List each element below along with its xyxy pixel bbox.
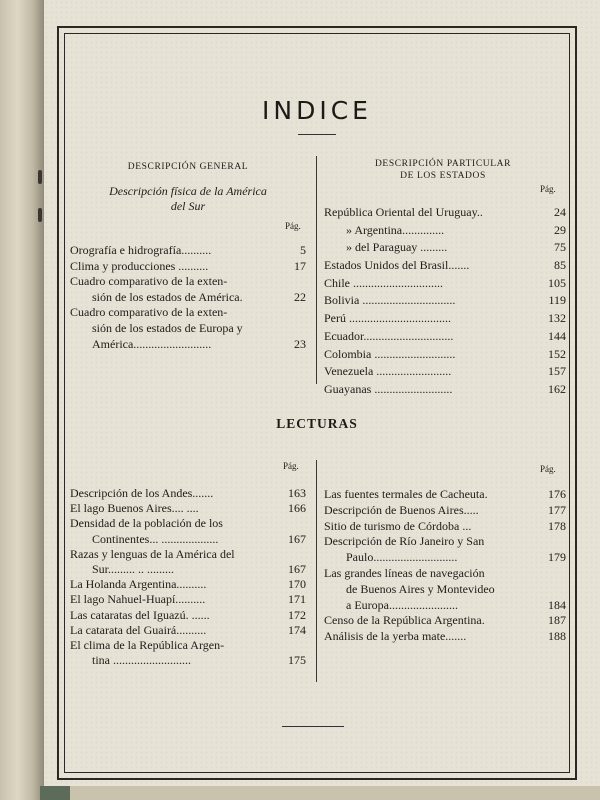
index-entry	[324, 275, 566, 293]
entry-title: sión de los estados de América.	[92, 289, 243, 304]
index-list-general	[70, 243, 306, 352]
entry-title: Las cataratas del Iguazú. ......	[70, 607, 210, 622]
index-entry	[324, 381, 566, 399]
index-entry	[70, 486, 306, 501]
entry-page-number: 85	[554, 258, 566, 273]
entry-title: Cuadro comparativo de la exten-	[70, 274, 228, 289]
entry-page-number: 29	[554, 222, 566, 237]
entry-title: Sitio de turismo de Córdoba ...	[324, 518, 472, 533]
entry-page-number: 178	[548, 518, 566, 533]
entry-title: Orografía e hidrografía..........	[70, 243, 212, 257]
index-entry	[70, 501, 306, 516]
entry-title: Descripción de Buenos Aires.....	[324, 502, 479, 517]
entry-title: Bolivia ...............................	[324, 293, 456, 308]
entry-page-number: 174	[288, 622, 306, 637]
entry-page-number: 23	[294, 336, 306, 351]
entry-title: Descripción de Río Janeiro y San	[324, 534, 485, 549]
index-entry	[70, 638, 306, 653]
entry-title: Continentes... ...................	[92, 531, 219, 546]
binding-corner	[40, 786, 70, 800]
index-entry	[324, 292, 566, 310]
entry-page-number: 119	[548, 293, 566, 308]
index-entry	[324, 204, 566, 222]
index-entry	[324, 582, 566, 598]
index-entry	[70, 321, 306, 337]
index-entry	[70, 623, 306, 638]
column-divider-lecturas	[316, 460, 317, 682]
title-underline	[298, 134, 336, 135]
entry-page-number: 132	[548, 311, 566, 326]
section-heading-lecturas: LECTURAS	[276, 416, 358, 431]
entry-page-number: 5	[300, 243, 306, 257]
index-entry	[70, 243, 306, 259]
entry-page-number: 179	[548, 550, 566, 565]
index-list-lecturas-right	[324, 487, 566, 645]
entry-title: Chile ..............................	[324, 275, 443, 290]
index-entry	[324, 550, 566, 566]
index-entry	[70, 653, 306, 668]
index-entry	[70, 305, 306, 321]
entry-page-number: 75	[554, 240, 566, 255]
entry-title: Colombia ...........................	[324, 346, 456, 361]
entry-title: El clima de la República Argen-	[70, 637, 225, 652]
entry-title: Sur......... .. .........	[92, 561, 175, 576]
entry-title: Cuadro comparativo de la exten-	[70, 305, 228, 320]
entry-page-number: 167	[288, 531, 306, 546]
entry-title: El lago Nahuel-Huapí..........	[70, 592, 206, 607]
entry-title: Densidad de la población de los	[70, 516, 223, 531]
index-entry	[324, 310, 566, 328]
entry-title: El lago Buenos Aires.... ....	[70, 501, 199, 516]
entry-page-number: 188	[548, 629, 566, 644]
closing-rule	[282, 726, 344, 727]
index-entry	[324, 534, 566, 550]
entry-title: » Argentina..............	[346, 222, 445, 237]
entry-title: Guayanas ..........................	[324, 381, 453, 396]
section-heading-particular-line2: DE LOS ESTADOS	[400, 171, 486, 181]
pag-label-general: Pág.	[285, 221, 301, 231]
entry-title: a Europa.......................	[346, 597, 458, 612]
index-entry	[70, 562, 306, 577]
entry-page-number: 162	[548, 381, 566, 396]
index-entry	[70, 337, 306, 353]
entry-page-number: 24	[554, 205, 566, 219]
index-entry	[324, 613, 566, 629]
column-divider	[316, 156, 317, 384]
entry-page-number: 172	[288, 607, 306, 622]
pag-label-lecturas-right: Pág.	[540, 464, 556, 474]
index-entry	[70, 592, 306, 607]
entry-page-number: 152	[548, 346, 566, 361]
entry-page-number: 175	[288, 653, 306, 668]
entry-page-number: 157	[548, 364, 566, 379]
pag-label-particular: Pág.	[540, 184, 556, 194]
index-entry	[70, 577, 306, 592]
section-heading-particular-line1: DESCRIPCIÓN PARTICULAR	[374, 159, 512, 169]
entry-page-number: 176	[548, 487, 566, 501]
section-subheading-line1: Descripción física de la América	[109, 184, 267, 198]
section-heading-general: DESCRIPCIÓN GENERAL	[127, 162, 249, 172]
entry-page-number: 170	[288, 577, 306, 592]
entry-title: Estados Unidos del Brasil.......	[324, 258, 470, 273]
index-entry	[70, 290, 306, 306]
index-entry	[324, 257, 566, 275]
entry-page-number: 171	[288, 592, 306, 607]
index-entry	[324, 363, 566, 381]
entry-page-number: 187	[548, 613, 566, 628]
section-subheading-line2: del Sur	[170, 199, 206, 213]
pag-label-lecturas-left: Pág.	[283, 461, 299, 471]
entry-title: Las fuentes termales de Cacheuta.	[324, 487, 488, 501]
entry-title: Perú ..................................	[324, 311, 451, 326]
index-entry	[70, 532, 306, 547]
spine-mark	[38, 170, 42, 184]
entry-title: sión de los estados de Europa y	[92, 320, 243, 335]
entry-title: República Oriental del Uruguay..	[324, 205, 483, 219]
index-list-lecturas-left	[70, 486, 306, 668]
index-list-particular	[324, 204, 566, 399]
index-entry	[70, 516, 306, 531]
entry-page-number: 166	[288, 501, 306, 516]
entry-title: Análisis de la yerba mate.......	[324, 629, 467, 644]
index-entry	[70, 547, 306, 562]
entry-page-number: 144	[548, 328, 566, 343]
entry-title: Venezuela .........................	[324, 364, 452, 379]
index-entry	[324, 239, 566, 257]
index-entry	[70, 608, 306, 623]
entry-title: de Buenos Aires y Montevideo	[346, 581, 495, 596]
entry-page-number: 22	[294, 289, 306, 304]
index-entry	[324, 503, 566, 519]
index-entry	[324, 566, 566, 582]
spine-mark	[38, 208, 42, 222]
entry-title: Censo de la República Argentina.	[324, 613, 485, 628]
entry-title: Clima y producciones ..........	[70, 258, 209, 273]
index-entry	[324, 346, 566, 364]
entry-title: tina ..........................	[92, 653, 191, 668]
entry-title: La catarata del Guairá..........	[70, 622, 207, 637]
index-entry	[324, 222, 566, 240]
page-title: INDICE	[262, 96, 372, 125]
entry-page-number: 17	[294, 258, 306, 273]
entry-title: Paulo............................	[346, 550, 458, 565]
index-entry	[70, 274, 306, 290]
index-entry	[324, 328, 566, 346]
index-entry	[324, 487, 566, 503]
index-entry	[324, 519, 566, 535]
entry-page-number: 163	[288, 486, 306, 500]
entry-page-number: 184	[548, 597, 566, 612]
page-bottom-edge	[44, 786, 600, 800]
index-entry	[324, 629, 566, 645]
entry-title: América..........................	[92, 336, 212, 351]
index-entry	[324, 598, 566, 614]
entry-title: Razas y lenguas de la América del	[70, 546, 235, 561]
entry-page-number: 177	[548, 502, 566, 517]
book-spine	[0, 0, 44, 800]
entry-title: Ecuador..............................	[324, 328, 454, 343]
entry-title: » del Paraguay .........	[346, 240, 448, 255]
entry-page-number: 167	[288, 561, 306, 576]
entry-page-number: 105	[548, 275, 566, 290]
entry-title: La Holanda Argentina..........	[70, 577, 207, 592]
index-entry	[70, 259, 306, 275]
entry-title: Descripción de los Andes.......	[70, 486, 214, 500]
entry-title: Las grandes líneas de navegación	[324, 565, 485, 580]
